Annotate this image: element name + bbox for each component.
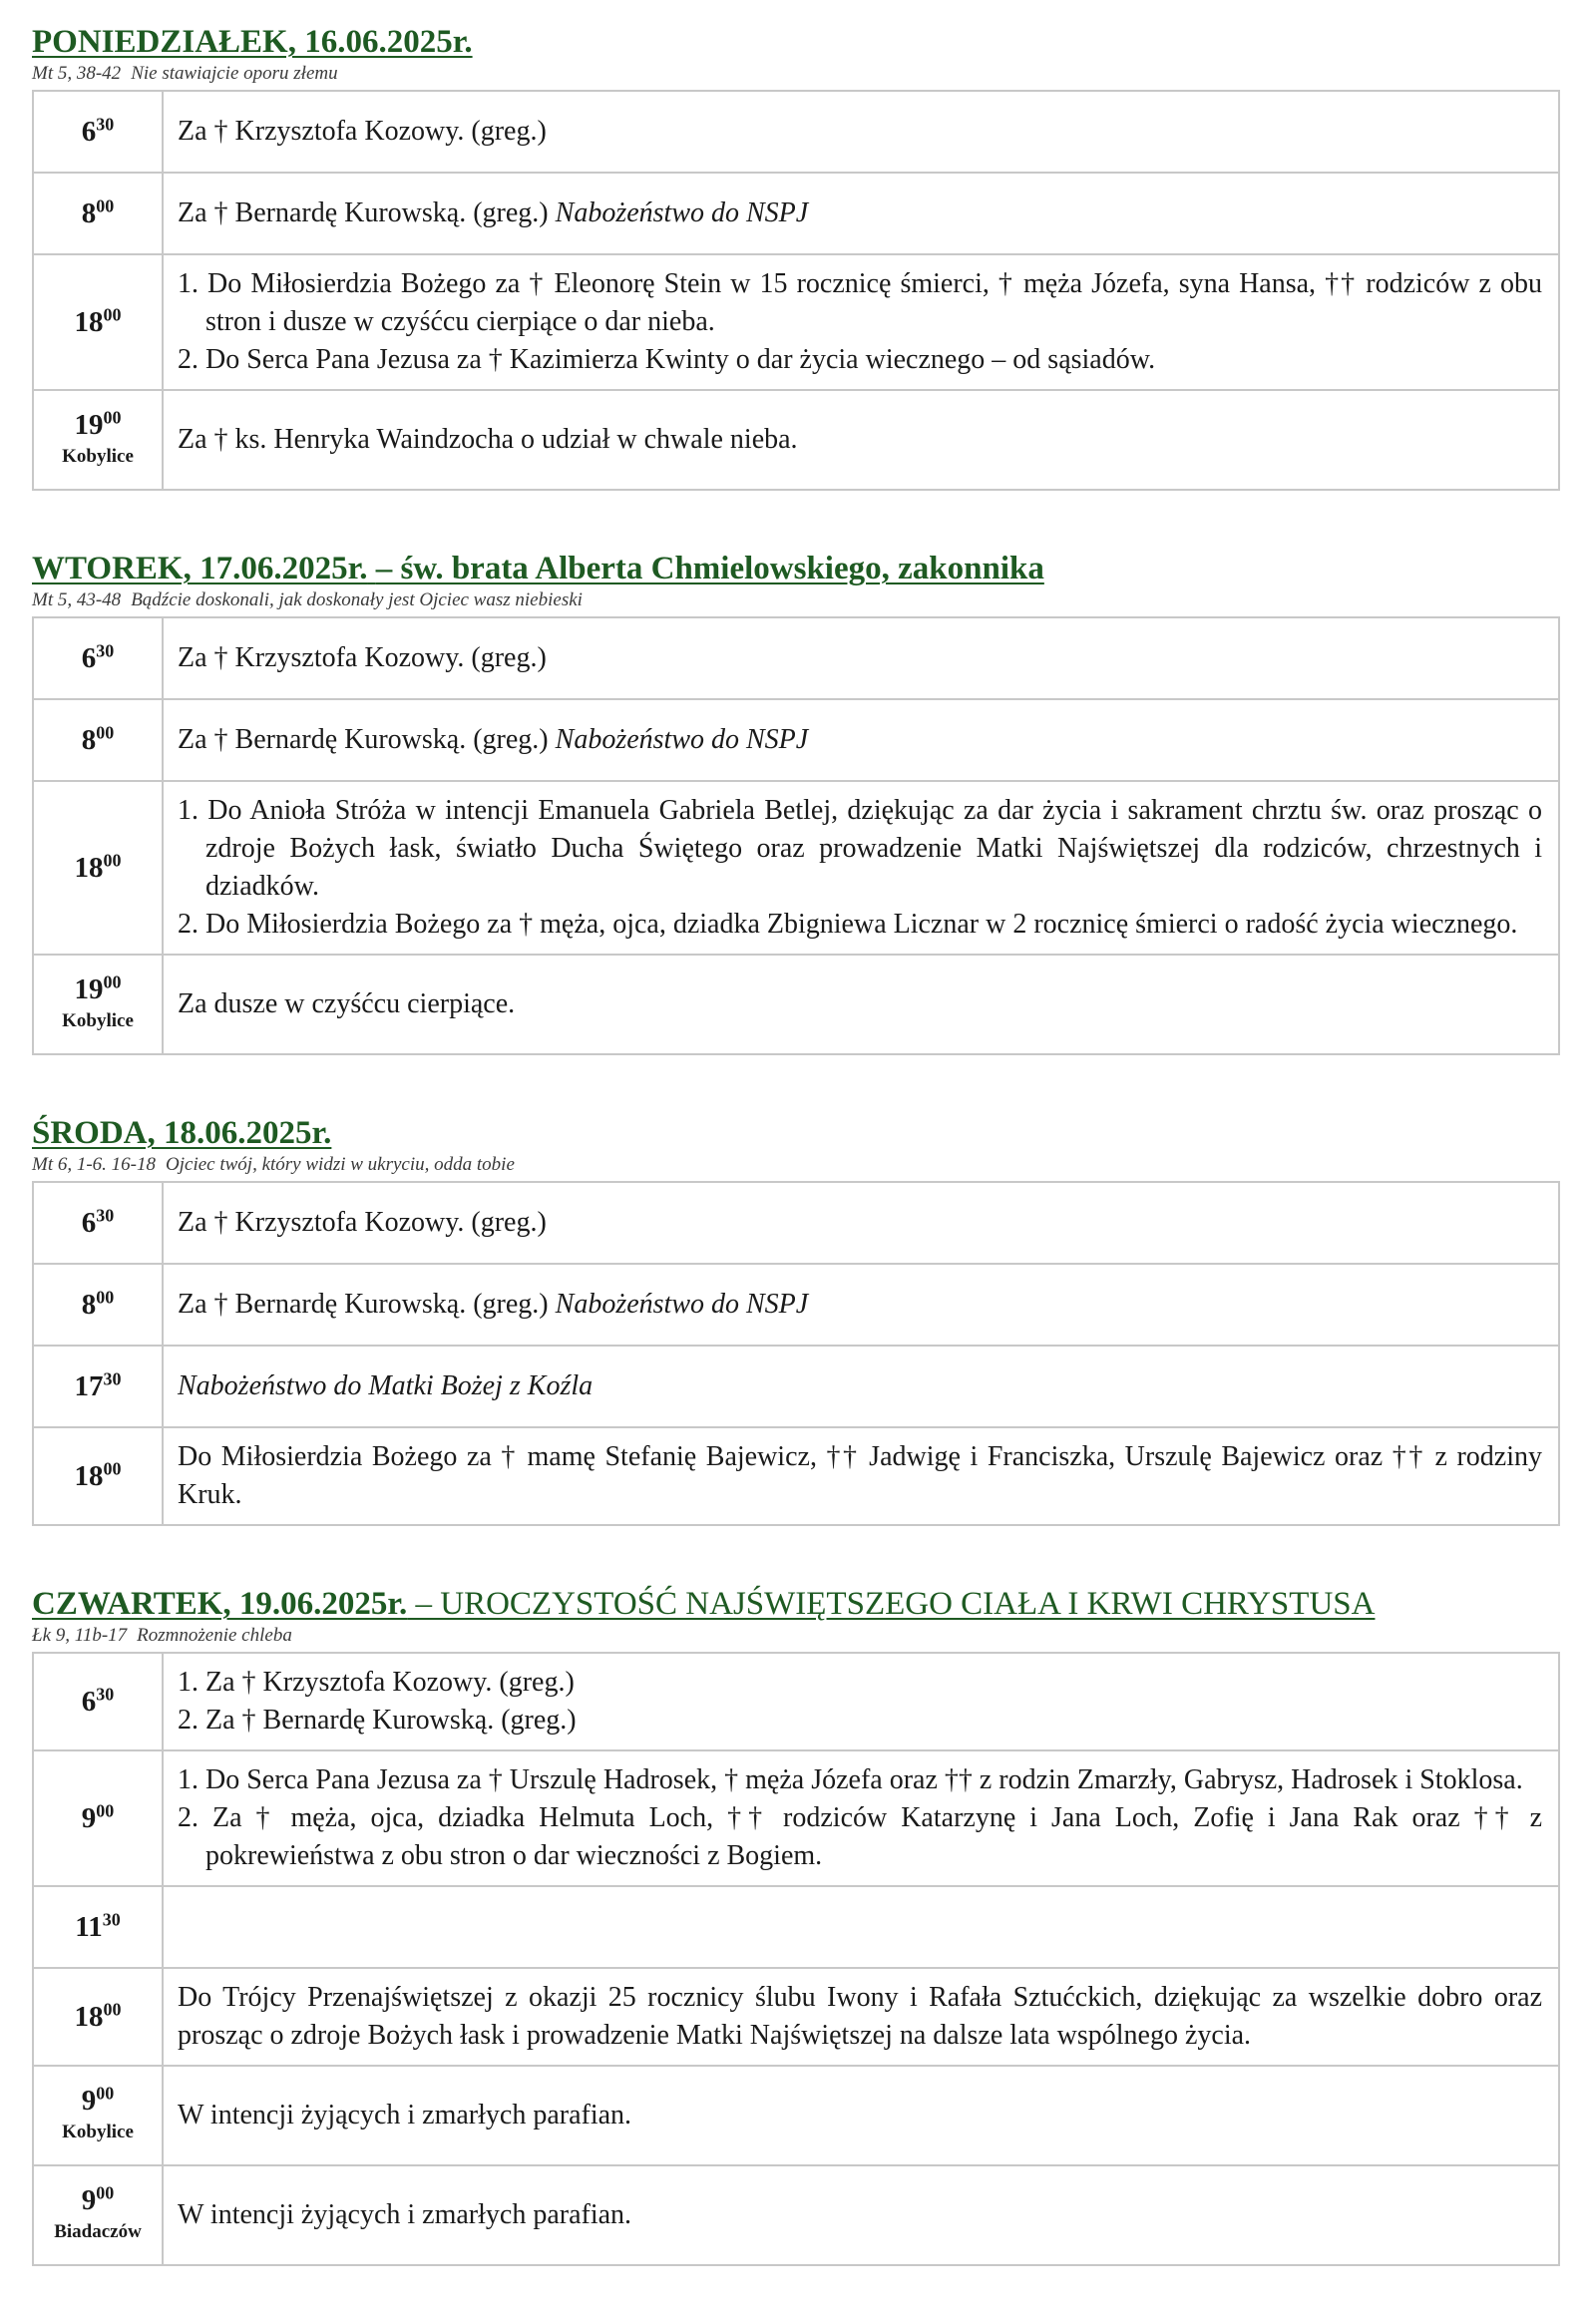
- mass-intention-cell: [163, 699, 1559, 781]
- intention-text: Za † Bernardę Kurowską. (greg.): [178, 724, 549, 755]
- mass-intention-cell: [163, 1427, 1559, 1525]
- mass-row: [33, 1346, 1559, 1427]
- mass-minutes: 00: [96, 1287, 115, 1308]
- reading-reference: Mt 5, 38-42: [32, 63, 122, 84]
- mass-hour: 9: [81, 2085, 97, 2117]
- mass-hour: 9: [81, 2184, 97, 2216]
- mass-row: [33, 2066, 1559, 2165]
- day-heading: [32, 1113, 1560, 1153]
- mass-row: [33, 1750, 1559, 1886]
- mass-row: [33, 781, 1559, 955]
- mass-minutes: 00: [103, 1458, 122, 1479]
- day-heading: [32, 22, 1560, 62]
- day-title: WTOREK, 17.06.2025r.: [32, 551, 368, 586]
- mass-minutes: 00: [103, 304, 122, 325]
- mass-minutes: 00: [96, 195, 115, 216]
- day-title: CZWARTEK, 19.06.2025r.: [32, 1586, 408, 1622]
- mass-row: [33, 1886, 1559, 1968]
- intention-text: 2. Za † Bernardę Kurowską. (greg.): [178, 1705, 577, 1736]
- mass-time-cell: [33, 1653, 163, 1750]
- reading-reference: Łk 9, 11b-17: [32, 1625, 128, 1646]
- mass-time-cell: [33, 1346, 163, 1427]
- devotion-note: Nabożeństwo do Matki Bożej z Koźla: [178, 1370, 594, 1401]
- mass-time-cell: [33, 1750, 163, 1886]
- mass-row: [33, 1264, 1559, 1346]
- mass-minutes: 00: [103, 850, 122, 871]
- mass-minutes: 30: [103, 1368, 122, 1389]
- mass-hour: 6: [81, 642, 97, 674]
- reading-title: Rozmnożenie chleba: [137, 1625, 292, 1646]
- mass-minutes: 00: [96, 722, 115, 743]
- mass-hour: 18: [74, 2001, 104, 2033]
- mass-row: [33, 390, 1559, 490]
- mass-row: [33, 254, 1559, 390]
- mass-time-cell: [33, 955, 163, 1054]
- feast-name: – UROCZYSTOŚĆ NAJŚWIĘTSZEGO CIAŁA I KRWI CHRYSTUSA: [415, 1586, 1376, 1622]
- day-section: [32, 1584, 1560, 2266]
- day-title: ŚRODA, 18.06.2025r.: [32, 1115, 332, 1151]
- mass-intention-cell: [163, 390, 1559, 490]
- reading-reference: Mt 6, 1-6. 16-18: [32, 1154, 157, 1175]
- mass-time-cell: [33, 617, 163, 699]
- mass-row: [33, 1968, 1559, 2066]
- mass-hour: 18: [74, 1460, 104, 1492]
- intention-text: W intencji żyjących i zmarłych parafian.: [178, 2100, 632, 2130]
- mass-time-cell: [33, 699, 163, 781]
- day-heading: [32, 549, 1560, 588]
- feast-name: – św. brata Alberta Chmielowskiego, zakonnika: [375, 551, 1044, 586]
- mass-time-cell: [33, 254, 163, 390]
- mass-hour: 8: [81, 724, 97, 756]
- mass-minutes: 30: [96, 1684, 115, 1705]
- intention-text: 2. Do Serca Pana Jezusa za † Kazimierza Kwinty o dar życia wiecznego – od sąsiadów.: [178, 344, 1156, 375]
- mass-time-cell: [33, 2066, 163, 2165]
- mass-intention-cell: [163, 1264, 1559, 1346]
- mass-minutes: 30: [96, 114, 115, 135]
- mass-time-cell: [33, 1886, 163, 1968]
- mass-hour: 8: [81, 197, 97, 229]
- mass-table: [32, 1652, 1560, 2266]
- reading-title: Nie stawiajcie oporu złemu: [131, 63, 338, 84]
- mass-minutes: 30: [96, 1205, 115, 1226]
- mass-time-cell: [33, 2165, 163, 2265]
- mass-table: [32, 616, 1560, 1055]
- mass-intention-cell: [163, 781, 1559, 955]
- reading-reference: Mt 5, 43-48: [32, 589, 122, 610]
- mass-time-cell: [33, 390, 163, 490]
- mass-intention-cell: [163, 254, 1559, 390]
- mass-intention-cell: [163, 1653, 1559, 1750]
- mass-intention-cell: [163, 2165, 1559, 2265]
- mass-hour: 19: [74, 973, 104, 1005]
- mass-hour: 6: [81, 1686, 97, 1718]
- mass-location: Kobylice: [62, 1010, 134, 1031]
- mass-time-cell: [33, 91, 163, 173]
- mass-hour: 18: [74, 306, 104, 338]
- mass-intention-cell: [163, 173, 1559, 254]
- intention-text: Za † Krzysztofa Kozowy. (greg.): [178, 642, 547, 673]
- intention-text: Za † Bernardę Kurowską. (greg.): [178, 197, 549, 228]
- mass-minutes: 00: [96, 1800, 115, 1821]
- devotion-note: Nabożeństwo do NSPJ: [555, 197, 809, 228]
- mass-row: [33, 699, 1559, 781]
- reading-title: Bądźcie doskonali, jak doskonały jest Ojciec wasz niebieski: [131, 589, 583, 610]
- day-section: [32, 1113, 1560, 1526]
- intention-text: 1. Do Serca Pana Jezusa za † Urszulę Hadrosek, † męża Józefa oraz †† z rodzin Zmarzły, Gabrysz, Hadrosek i Stoklosa.: [178, 1764, 1523, 1795]
- day-title: PONIEDZIAŁEK, 16.06.2025r.: [32, 24, 473, 60]
- day-section: [32, 22, 1560, 491]
- mass-row: [33, 91, 1559, 173]
- mass-intention-cell: [163, 1182, 1559, 1264]
- mass-time-cell: [33, 1264, 163, 1346]
- mass-location: Kobylice: [62, 446, 134, 467]
- day-heading: [32, 1584, 1560, 1624]
- devotion-note: Nabożeństwo do NSPJ: [555, 1289, 809, 1320]
- intention-text: 1. Do Miłosierdzia Bożego za † Eleonorę Stein w 15 rocznicę śmierci, † męża Józefa, syna Hansa, †† rodziców z obu stron i dusze w czyśćcu cierpiące o dar nieba.: [178, 268, 1542, 337]
- mass-minutes: 00: [103, 407, 122, 428]
- mass-row: [33, 1182, 1559, 1264]
- intention-text: Za † ks. Henryka Waindzocha o udział w chwale nieba.: [178, 424, 798, 455]
- mass-hour: 18: [74, 852, 104, 884]
- reading-title: Ojciec twój, który widzi w ukryciu, odda tobie: [166, 1154, 515, 1175]
- mass-schedule-page: [32, 22, 1560, 2324]
- gospel-reading: [32, 1624, 1560, 1648]
- mass-hour: 8: [81, 1289, 97, 1321]
- mass-intention-cell: [163, 1750, 1559, 1886]
- mass-minutes: 30: [96, 640, 115, 661]
- intention-text: Do Trójcy Przenajświętszej z okazji 25 rocznicy ślubu Iwony i Rafała Sztućckich, dziękując za wszelkie dobro oraz prosząc o zdroje Bożych łask i prowadzenie Matki Najświętszej na dalsze lata wspólnego życia.: [178, 1982, 1542, 2051]
- mass-hour: 6: [81, 116, 97, 148]
- intention-text: 2. Do Miłosierdzia Bożego za † męża, ojca, dziadka Zbigniewa Licznar w 2 rocznicę śmierci o radość życia wiecznego.: [178, 909, 1518, 940]
- gospel-reading: [32, 1153, 1560, 1177]
- intention-text: Za dusze w czyśćcu cierpiące.: [178, 988, 516, 1019]
- mass-time-cell: [33, 1182, 163, 1264]
- intention-text: Do Miłosierdzia Bożego za † mamę Stefanię Bajewicz, †† Jadwigę i Franciszka, Urszulę Bajewicz oraz †† z rodziny Kruk.: [178, 1441, 1542, 1510]
- mass-intention-cell: [163, 1968, 1559, 2066]
- mass-time-cell: [33, 173, 163, 254]
- mass-minutes: 00: [96, 2083, 115, 2104]
- mass-hour: 6: [81, 1207, 97, 1239]
- intention-text: Za † Krzysztofa Kozowy. (greg.): [178, 116, 547, 147]
- mass-row: [33, 173, 1559, 254]
- mass-location: Biadaczów: [54, 2221, 142, 2242]
- mass-minutes: 30: [102, 1909, 121, 1930]
- mass-row: [33, 1653, 1559, 1750]
- mass-table: [32, 1181, 1560, 1526]
- intention-text: 1. Do Anioła Stróża w intencji Emanuela Gabriela Betlej, dziękując za dar życia i sakrament chrztu św. oraz prosząc o zdroje Bożych łask, światło Ducha Świętego oraz prowadzenie Matki Najświętszej dla rodziców, chrzestnych i dziadków.: [178, 795, 1542, 902]
- mass-time-cell: [33, 781, 163, 955]
- mass-time-cell: [33, 1427, 163, 1525]
- gospel-reading: [32, 588, 1560, 612]
- mass-hour: 19: [74, 409, 104, 441]
- mass-intention-cell: [163, 1886, 1559, 1968]
- intention-text: Za † Bernardę Kurowską. (greg.): [178, 1289, 549, 1320]
- mass-intention-cell: [163, 955, 1559, 1054]
- mass-table: [32, 90, 1560, 491]
- mass-hour: 17: [74, 1370, 104, 1402]
- mass-location: Kobylice: [62, 2122, 134, 2142]
- mass-time-cell: [33, 1968, 163, 2066]
- intention-text: W intencji żyjących i zmarłych parafian.: [178, 2199, 632, 2230]
- mass-intention-cell: [163, 1346, 1559, 1427]
- mass-hour: 11: [75, 1911, 103, 1943]
- mass-hour: 9: [81, 1802, 97, 1834]
- mass-row: [33, 1427, 1559, 1525]
- devotion-note: Nabożeństwo do NSPJ: [555, 724, 809, 755]
- mass-intention-cell: [163, 91, 1559, 173]
- day-section: [32, 549, 1560, 1055]
- mass-row: [33, 2165, 1559, 2265]
- mass-intention-cell: [163, 617, 1559, 699]
- intention-text: 2. Za † męża, ojca, dziadka Helmuta Loch, †† rodziców Katarzynę i Jana Loch, Zofię i Jana Rak oraz †† z pokrewieństwa z obu stron o dar wieczności z Bogiem.: [178, 1802, 1542, 1871]
- mass-minutes: 00: [103, 1999, 122, 2020]
- mass-row: [33, 617, 1559, 699]
- mass-minutes: 00: [103, 971, 122, 992]
- gospel-reading: [32, 62, 1560, 86]
- intention-text: 1. Za † Krzysztofa Kozowy. (greg.): [178, 1667, 575, 1698]
- mass-row: [33, 955, 1559, 1054]
- intention-text: Za † Krzysztofa Kozowy. (greg.): [178, 1207, 547, 1238]
- mass-intention-cell: [163, 2066, 1559, 2165]
- mass-minutes: 00: [96, 2182, 115, 2203]
